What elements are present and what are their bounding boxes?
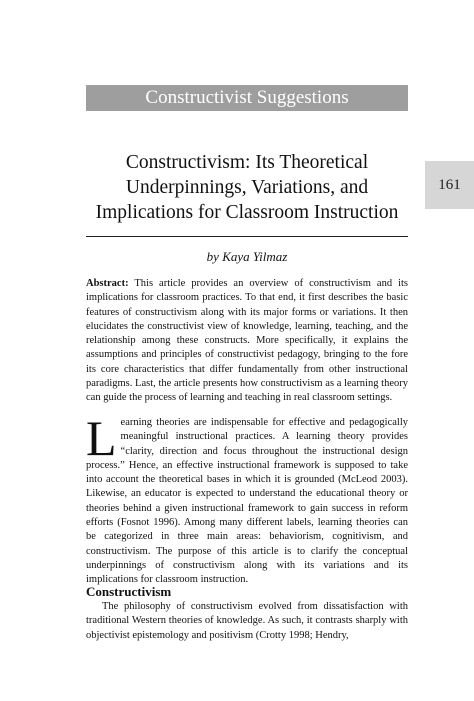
intro-text: earning theories are indispensable for effective and pedagogically meaningful instructional practices. A learning theory provides “clarity, direction and focus throughout the instructional design process.” Hence, an effective instructional framework is supposed to take into account the theoretical bases in which it is grounded (McLeod 2003). Likewise, an educator is expected to understand the educational theory or theories behind a given instructional framework to gain success in reform efforts (Fosnot 1996). Among many different labels, learning theories can be categorized in three main areas: behaviorism, cognitivism, and constructivism. The purpose of this article is to clarify the conceptual underpinnings of constructivism along with its variations and its implications for classroom instruction. — [86, 417, 408, 586]
abstract-label: Abstract: — [86, 278, 129, 289]
section-heading: Constructivism — [86, 584, 172, 599]
abstract-text: This article provides an overview of constructivism and its implications for classroom practices. To that end, it first describes the basic features of constructivism along with its major forms or variations. It then elucidates the constructivist view of knowledge, learning, teaching, and the relationship among these constructs. More specifically, it explains the assumptions and principles of constructivist pedagogy, bringing to the fore its core characteristics that differ fundamentally from other instructional paradigms. Last, the article presents how constructivism as a learning theory can guide the process of learning and teaching in real classroom settings. — [86, 278, 408, 404]
section-banner: Constructivist Suggestions — [86, 85, 408, 111]
title-line: Constructivism: Its Theoretical — [125, 152, 369, 173]
drop-cap: L — [86, 410, 117, 466]
abstract — [86, 277, 408, 406]
author-byline: by Kaya Yilmaz — [206, 249, 288, 264]
intro-paragraph — [86, 410, 408, 588]
body-paragraph: The philosophy of constructivism evolved from dissatisfaction with traditional Western theories of knowledge. As such, it contrasts sharply with objectivist epistemology and positivism (Crotty 1998; Hendry, — [86, 601, 408, 641]
title-line: Underpinnings, Variations, and — [125, 177, 369, 198]
title-line: Implications for Classroom Instruction — [95, 202, 399, 223]
page-number-tab: 161 — [425, 161, 474, 209]
article-title — [80, 150, 414, 225]
title-divider — [86, 236, 408, 237]
